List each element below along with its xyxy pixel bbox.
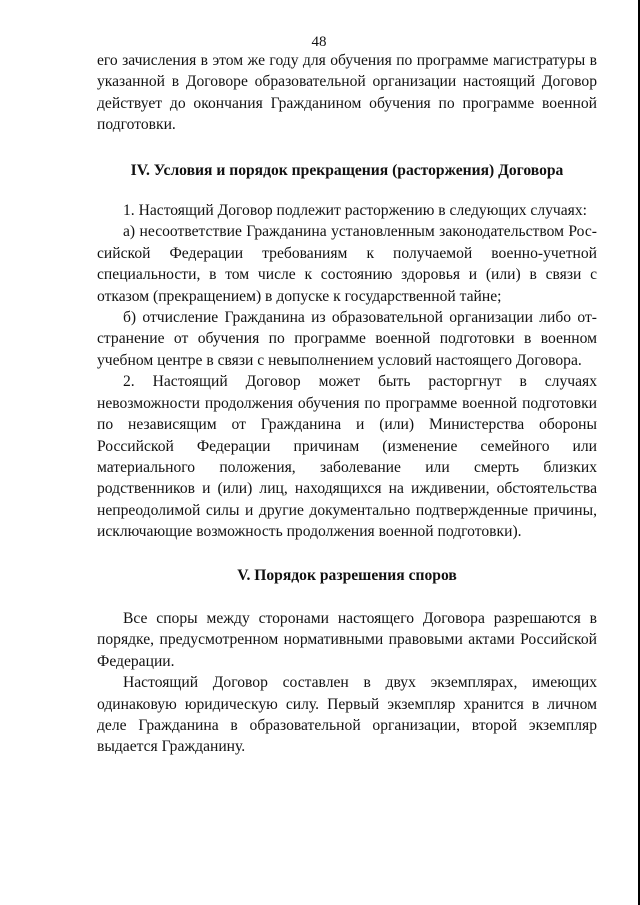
section-4-title: IV. Условия и порядок прекращения (расторжения) Договора <box>130 161 564 179</box>
continuation-paragraph: его зачисления в этом же году для обучения по программе магистратуры в указанной в Договоре образовательной организации настоящий Договор действует до окончания Гражданином обучения по программе военной подготовки. <box>97 52 597 134</box>
section-5-paragraph-1: Все споры между сторонами настоящего Договора разрешаются в порядке, предусмотренном нормативными правовыми актами Российской Федерации. <box>97 609 597 670</box>
section-4-clause-1: 1. Настоящий Договор подлежит расторжению в следующих случаях: <box>123 202 587 220</box>
document-body <box>97 50 597 758</box>
section-4-clause-1b: б) отчисление Гражданина из образовательной организации либо отстранение от обучения по программе военной подготовки в военном учебном центре в связи с невыполнением условий настоящего Договора. <box>97 309 597 369</box>
section-4-clause-2: 2. Настоящий Договор может быть расторгнут в случаях невозможности продолжения обучения по программе военной подготовки по независящим от Гражданина и (или) Министерства обороны Российской Федерации причинам (изменение семейного или материального положения, заболевание или смерть близких родственников и (или) лиц, находящихся на иждивении, обстоятельства непреодолимой силы и другие документально подтвержденные причины, исключающие возможность продолжения военной подготовки). <box>97 373 597 541</box>
page-number: 48 <box>311 34 327 50</box>
section-5-title: V. Порядок разрешения споров <box>237 566 457 584</box>
section-4-clause-1a: а) несоответствие Гражданина установленным законодательством Российской Федерации требованиям к получаемой военно-учетной специальности, в том числе к состоянию здоровья и (или) в связи с отказом (прекращением) в допуске к государственной тайне; <box>97 223 597 305</box>
section-5-paragraph-2: Настоящий Договор составлен в двух экземплярах, имеющих одинаковую юридическую силу. Первый экземпляр хранится в личном деле Гражданина в образовательной организации, второй экземпляр выдается Гражданину. <box>97 674 597 756</box>
